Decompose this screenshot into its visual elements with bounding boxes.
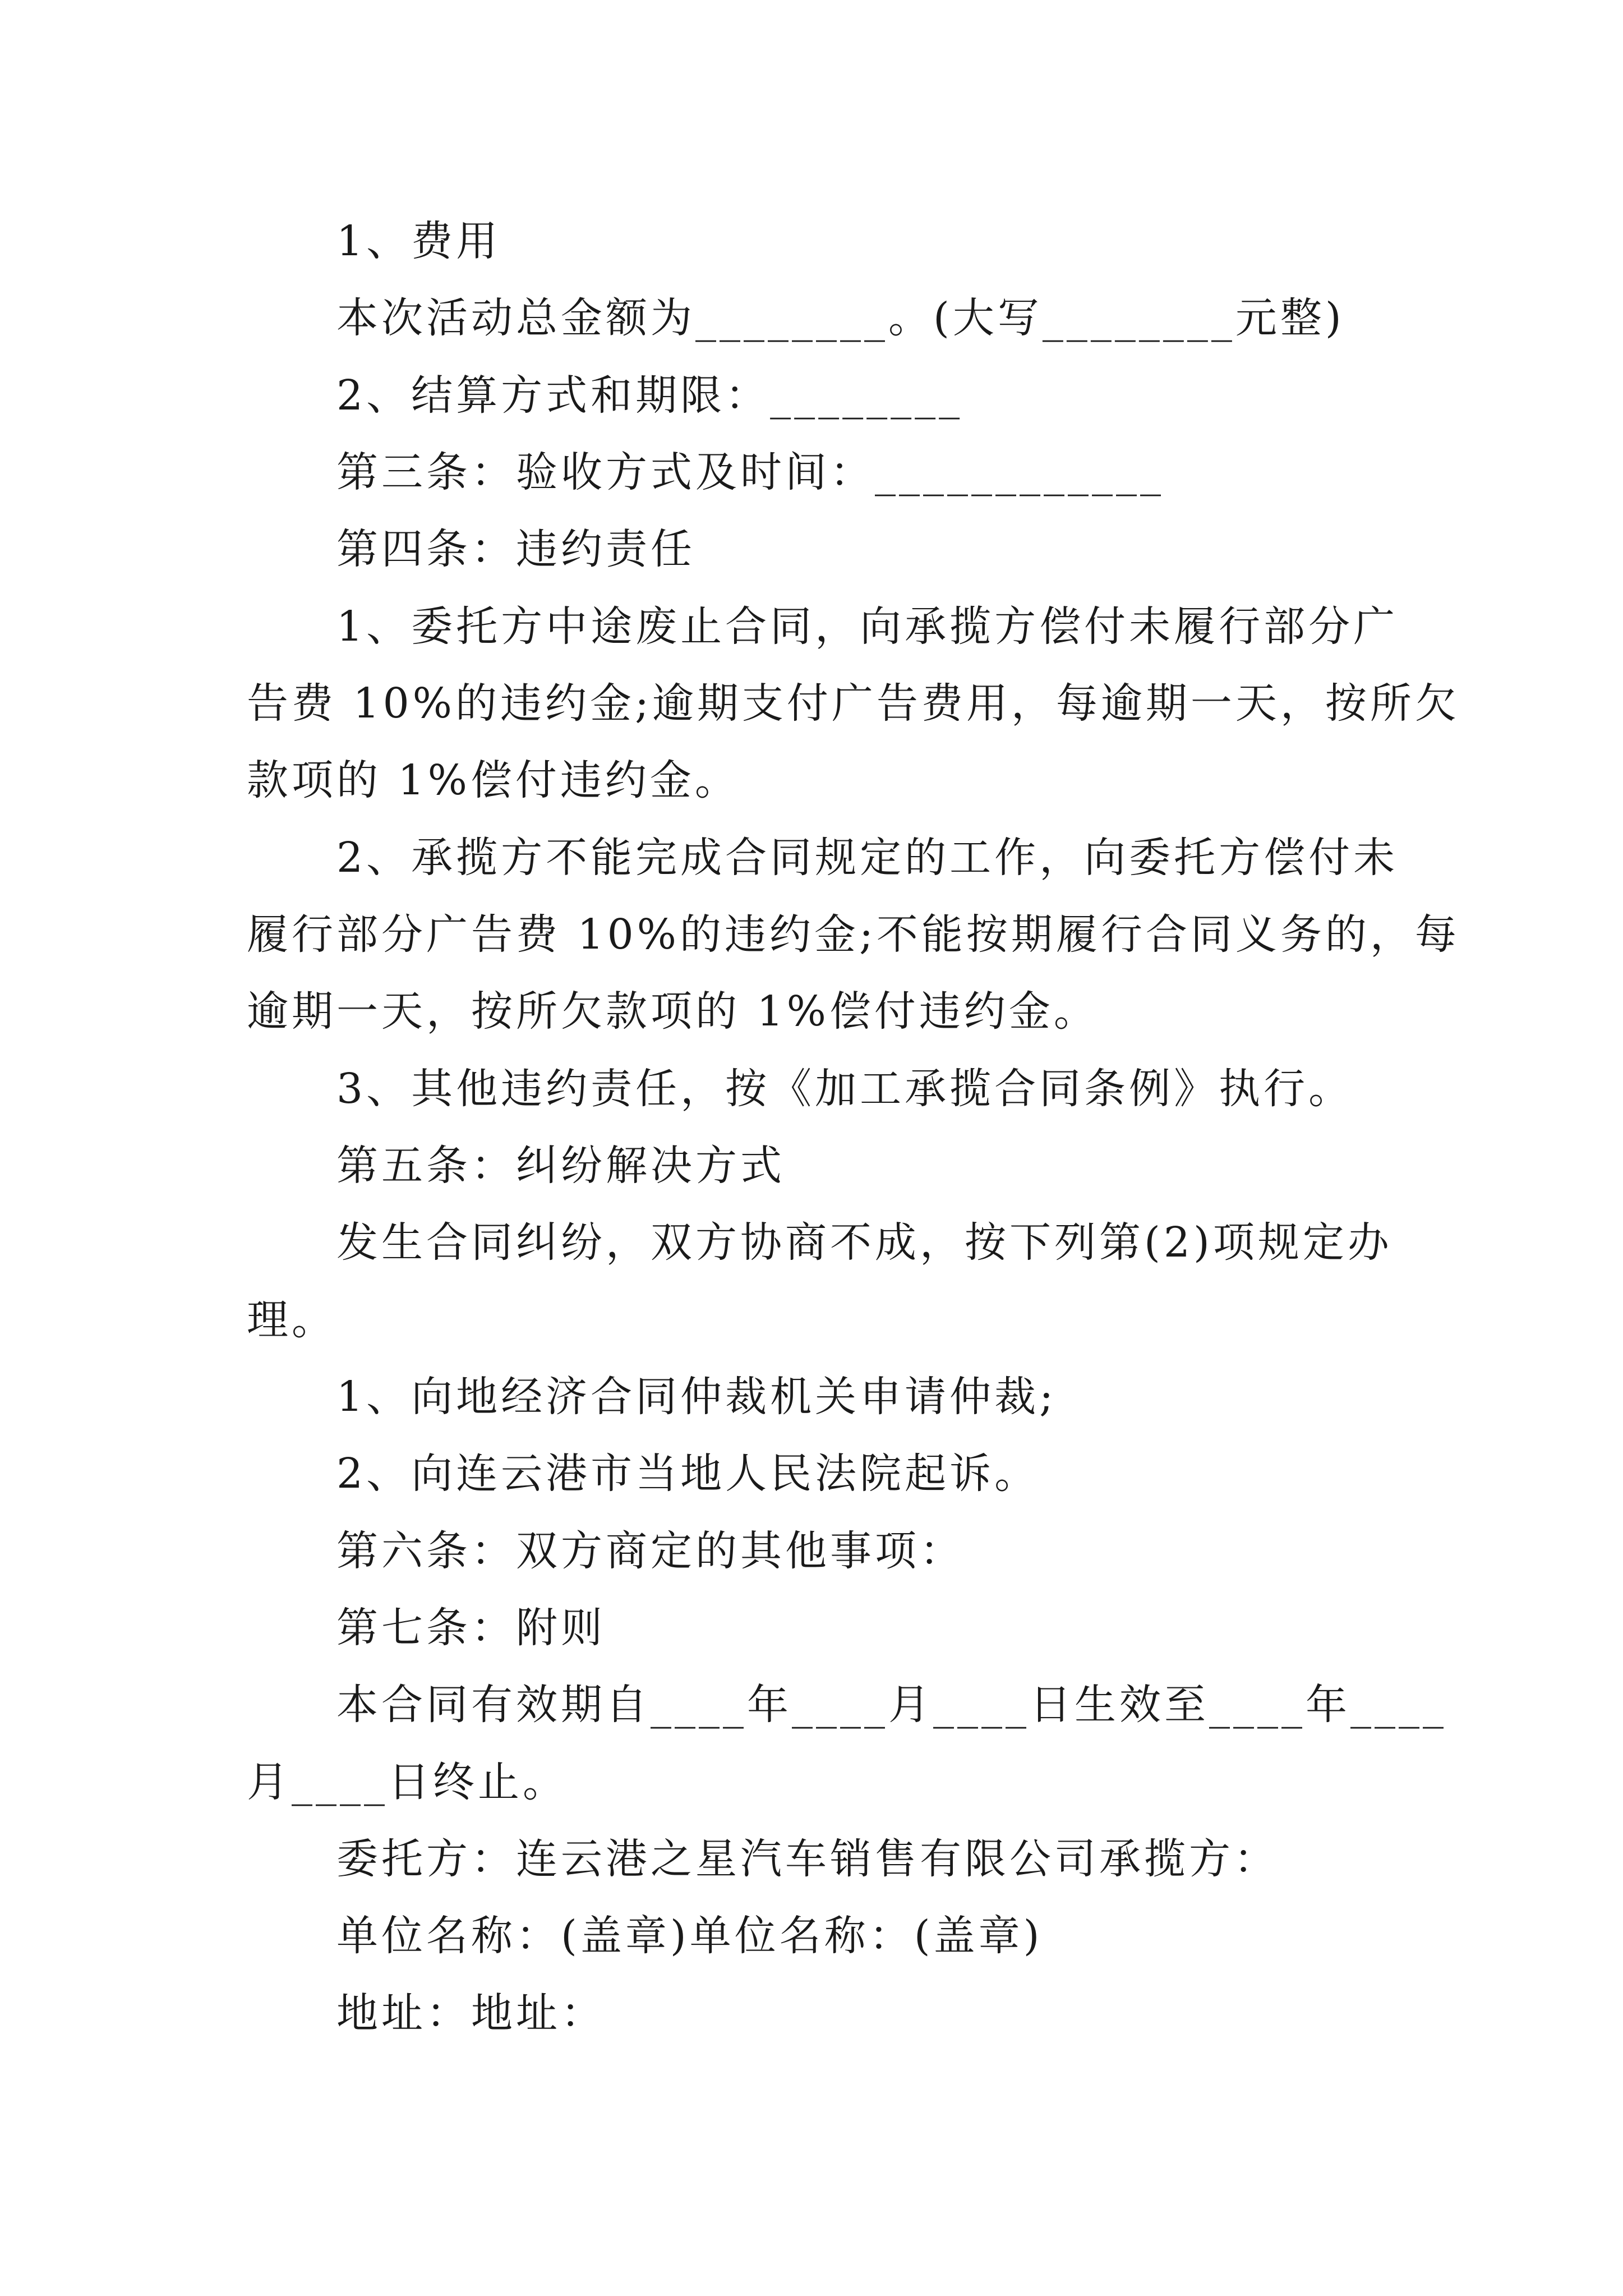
text-line: 本次活动总金额为________。(大写________元整) <box>336 294 1345 342</box>
text-line: 1、费用 <box>336 217 501 265</box>
text-line: 本合同有效期自____年____月____日生效至____年____ <box>336 1681 1447 1729</box>
text-line: 2、结算方式和期限：________ <box>336 371 963 420</box>
text-line: 第六条：双方商定的其他事项： <box>336 1527 965 1575</box>
text-line: 委托方：连云港之星汽车销售有限公司承揽方： <box>336 1835 1279 1883</box>
text-line: 第四条：违约责任 <box>336 525 695 573</box>
text-line: 第五条：纠纷解决方式 <box>336 1142 785 1190</box>
text-line: 理。 <box>247 1296 336 1344</box>
text-line: 地址：地址： <box>336 1989 606 2037</box>
text-line: 履行部分广告费 10%的违约金;不能按期履行合同义务的，每 <box>247 910 1460 959</box>
text-line: 告费 10%的违约金;逾期支付广告费用，每逾期一天，按所欠 <box>247 679 1460 728</box>
text-line: 2、向连云港市当地人民法院起诉。 <box>336 1450 1040 1498</box>
text-line: 1、向地经济合同仲裁机关申请仲裁; <box>336 1373 1057 1421</box>
text-line: 单位名称：(盖章)单位名称：(盖章) <box>336 1912 1043 1960</box>
text-line: 月____日终止。 <box>247 1758 568 1806</box>
text-line: 3、其他违约责任，按《加工承揽合同条例》执行。 <box>336 1065 1354 1113</box>
text-line: 第七条：附则 <box>336 1604 606 1652</box>
text-line: 2、承揽方不能完成合同规定的工作，向委托方偿付未 <box>336 834 1399 882</box>
text-line: 第三条：验收方式及时间：____________ <box>336 448 1164 496</box>
text-line: 1、委托方中途废止合同，向承揽方偿付未履行部分广 <box>336 602 1399 651</box>
text-line: 发生合同纠纷，双方协商不成，按下列第(2)项规定办 <box>336 1218 1393 1267</box>
text-line: 逾期一天，按所欠款项的 1%偿付违约金。 <box>247 987 1099 1036</box>
text-line: 款项的 1%偿付违约金。 <box>247 756 740 804</box>
